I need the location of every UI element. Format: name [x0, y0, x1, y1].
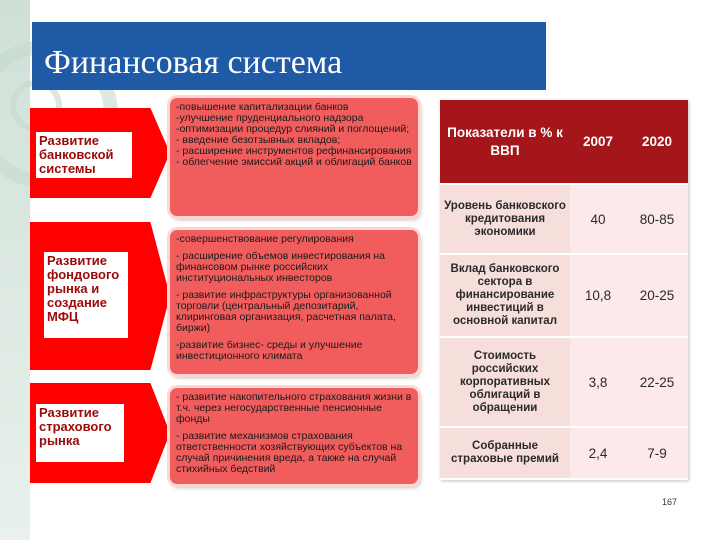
measure-item: - введение безотзывных вкладов; — [176, 134, 341, 146]
measure-item: - развитие механизмов страхования ответственности хозяйствующих субъектов на случай причинения вреда, а также на случай стихийных бедствий — [176, 430, 403, 475]
row-label: Вклад банковского сектора в финансирование инвестиций в основной капитал — [440, 254, 570, 336]
measure-item: -оптимизации процедур слияний и поглощений; — [176, 123, 410, 135]
measures-box-insurance — [170, 388, 418, 484]
measure-item: - облегчение эмиссий акций и облигаций банков — [176, 156, 412, 168]
row-label: Собранные страховые премий — [440, 427, 570, 479]
measure-item: - расширение инструментов рефинансирования — [176, 145, 412, 157]
value-2020: 20-25 — [626, 254, 688, 336]
value-2007: 3,8 — [570, 337, 626, 428]
measure-item: -развитие бизнес- среды и улучшение инвестиционного климата — [176, 339, 363, 362]
measures-box-stock-market — [170, 230, 418, 374]
arrow-label-banking: Развитие банковской системы — [36, 132, 132, 178]
measure-item: - расширение объемов инвестирования на финансовом рынке российских институциональных инвесторов — [176, 250, 385, 284]
value-2007: 10,8 — [570, 254, 626, 336]
header-year-2020: 2020 — [626, 100, 688, 184]
arrow-label-insurance: Развитие страхового рынка — [36, 404, 124, 462]
table-header-row — [440, 100, 688, 184]
header-indicators: Показатели в % к ВВП — [440, 100, 570, 184]
measures-box-banking — [170, 98, 418, 216]
table-row — [440, 337, 688, 428]
arrow-label-stock-market: Развитие фондового рынка и создание МФЦ — [44, 252, 128, 338]
value-2007: 2,4 — [570, 427, 626, 479]
table-row — [440, 254, 688, 336]
row-label: Уровень банковского кредитования экономики — [440, 184, 570, 254]
table-row — [440, 184, 688, 254]
value-2020: 7-9 — [626, 427, 688, 479]
measure-item: - развитие накопительного страхования жизни в т.ч. через негосударственные пенсионные фонды — [176, 391, 412, 425]
measure-item: -повышение капитализации банков — [176, 101, 349, 113]
measure-item: -совершенствование регулирования — [176, 233, 354, 245]
slide-title: Финансовая система — [44, 44, 343, 81]
slide-number: 167 — [662, 497, 678, 507]
table-row — [440, 427, 688, 479]
row-label: Стоимость российских корпоративных облигаций в обращении — [440, 337, 570, 428]
value-2007: 40 — [570, 184, 626, 254]
value-2020: 22-25 — [626, 337, 688, 428]
measure-item: -улучшение пруденциального надзора — [176, 112, 364, 124]
measure-item: - развитие инфраструктуры организованной торговли (центральный депозитарий, клиринговая организация, расчетная палата, биржи) — [176, 289, 396, 334]
header-year-2007: 2007 — [570, 100, 626, 184]
value-2020: 80-85 — [626, 184, 688, 254]
indicators-table — [440, 100, 688, 480]
